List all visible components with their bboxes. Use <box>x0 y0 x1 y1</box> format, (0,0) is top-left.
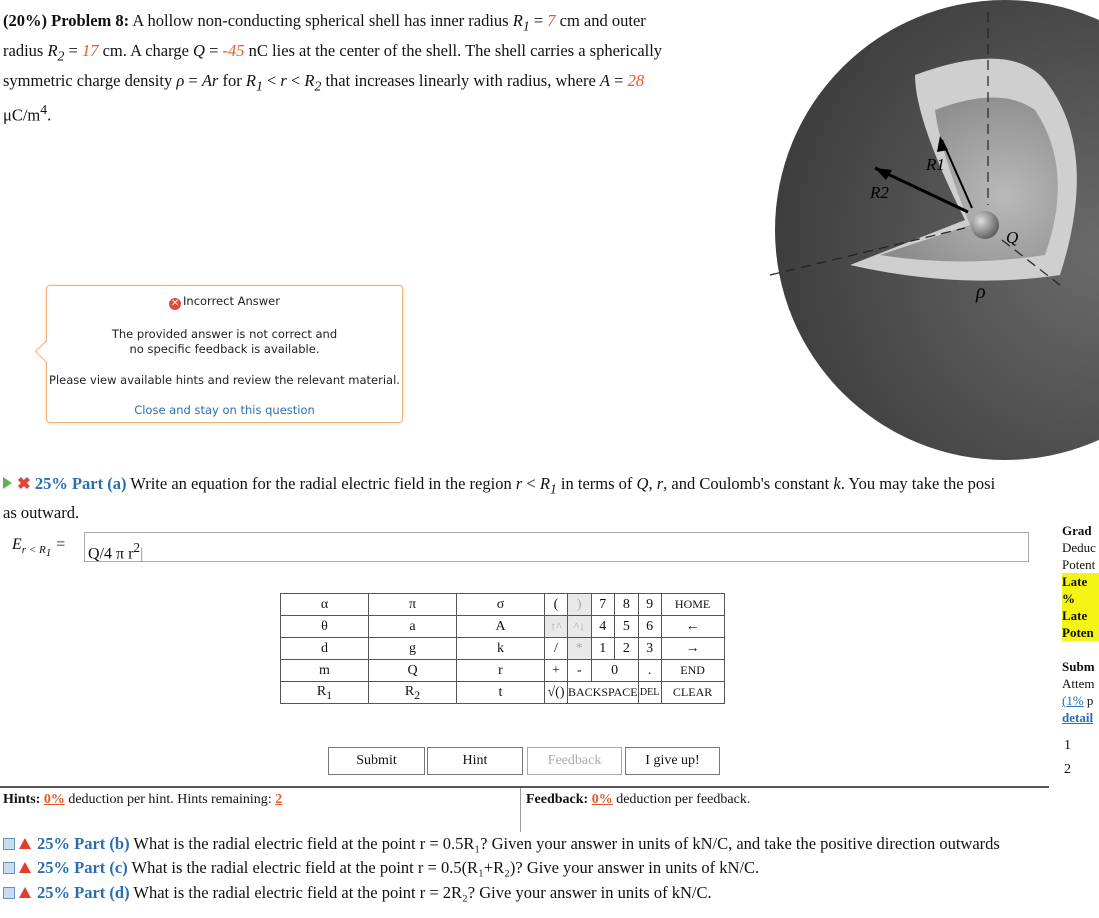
key-dot[interactable]: . <box>638 660 661 682</box>
hints-info <box>3 792 282 808</box>
part-c-label: 25% Part (c) <box>37 858 128 877</box>
part-a-question: ✖ 25% Part (a) Write an equation for the radial electric field in the region $r < R_1$ in terms of Q, r, and Coulomb's constant k. You may take the posi as outward. <box>3 474 996 523</box>
part-a-label: 25% Part (a) <box>34 474 127 493</box>
key-clear[interactable]: CLEAR <box>661 682 724 704</box>
problem-text: for <box>222 70 242 90</box>
feedback-text: deduction per feedback. <box>616 792 751 807</box>
penalty-text: p <box>1086 693 1094 708</box>
deduction-label: Deduc <box>1062 540 1096 555</box>
key-right-arrow[interactable]: → <box>661 638 724 660</box>
potential-label: Poten <box>1062 625 1094 640</box>
key-close-paren[interactable]: ) <box>568 594 592 616</box>
error-icon: ✕ <box>170 298 180 309</box>
hints-pct: 0% <box>43 792 65 807</box>
attempt-item[interactable]: 2 <box>1064 762 1071 777</box>
key-A[interactable]: A <box>457 616 545 638</box>
sphere-figure <box>760 0 1099 465</box>
part-c-text: What is the radial electric field at the point r = 0.5(R₁+R₂)? Give your answer in units of kN/C. <box>131 858 760 877</box>
hint-button[interactable]: Hint <box>427 747 523 775</box>
key-t[interactable]: t <box>457 682 545 704</box>
potential-label: Potent <box>1062 557 1096 572</box>
attempt-item[interactable]: 1 <box>1064 738 1071 753</box>
part-b-label: 25% Part (b) <box>37 834 130 853</box>
key-R1[interactable]: $R_1$ <box>281 682 369 704</box>
part-b-row[interactable] <box>3 832 1099 856</box>
problem-text: symmetric charge density <box>3 70 173 90</box>
r1-value: 7 <box>547 11 556 30</box>
late-pct: % <box>1062 591 1075 606</box>
q-value: -45 <box>222 40 245 60</box>
problem-text: nC lies at the center of the shell. The shell carries a spherically <box>248 40 663 60</box>
question-text: You may take the posi <box>848 474 996 493</box>
submit-button[interactable]: Submit <box>328 747 425 775</box>
key-4[interactable]: 4 <box>591 616 615 638</box>
r2-value: 17 <box>81 40 99 60</box>
expand-icon[interactable] <box>3 887 15 899</box>
key-2[interactable]: 2 <box>615 638 639 660</box>
give-up-button[interactable]: I give up! <box>625 747 720 775</box>
expand-icon[interactable] <box>3 838 15 850</box>
key-up[interactable]: ↑^ <box>545 616 568 638</box>
key-minus[interactable]: - <box>568 660 592 682</box>
close-popup-link[interactable]: Close and stay on this question <box>134 403 315 417</box>
key-6[interactable]: 6 <box>638 616 661 638</box>
feedback-info <box>526 792 750 808</box>
expand-icon[interactable] <box>3 862 15 874</box>
late-label: Late <box>1062 574 1088 589</box>
attempts-label: Attem <box>1062 676 1095 691</box>
problem-text: cm. A charge <box>102 40 189 60</box>
details-link[interactable]: detail <box>1062 710 1094 725</box>
warning-icon <box>19 838 31 849</box>
key-open-paren[interactable]: ( <box>545 594 568 616</box>
key-d[interactable]: d <box>281 638 369 660</box>
problem-statement: (20%) Problem 8: A hollow non-conducting spherical shell has inner radius $R_1 = 7$ cm and outer radius $R_2 = 17$ cm. A charge Q = -45 nC lies at the center of the shell. The shell carries a spherically symmetric charge density ρ = Ar for $R_1 < r < R_2$ that increases linearly with radius, where A = 28 $\mu C/m^4$. <box>3 11 663 125</box>
hints-remaining: 2 <box>275 792 283 807</box>
key-5[interactable]: 5 <box>615 616 639 638</box>
popup-title: Incorrect Answer <box>183 294 280 308</box>
key-home[interactable]: HOME <box>661 594 724 616</box>
key-del[interactable]: DEL <box>638 682 661 704</box>
feedback-pct: 0% <box>591 792 613 807</box>
key-end[interactable]: END <box>661 660 724 682</box>
incorrect-answer-popup <box>46 285 403 423</box>
key-pi[interactable]: π <box>369 594 457 616</box>
warning-icon <box>19 887 31 898</box>
key-k[interactable]: k <box>457 638 545 660</box>
key-a[interactable]: a <box>369 616 457 638</box>
expand-triangle-icon[interactable] <box>3 477 12 489</box>
key-1[interactable]: 1 <box>591 638 615 660</box>
key-m[interactable]: m <box>281 660 369 682</box>
label-r2: R2 <box>870 183 889 202</box>
units-text: μC/m <box>3 105 41 125</box>
key-backspace[interactable]: BACKSPACE <box>568 682 639 704</box>
label-rho: ρ <box>976 281 986 303</box>
feedback-label: Feedback: <box>526 792 589 807</box>
popup-message: The provided answer is not correct and <box>111 327 338 341</box>
key-multiply[interactable]: * <box>568 638 592 660</box>
penalty-link[interactable]: (1% <box>1062 693 1084 708</box>
hints-text: deduction per hint. Hints remaining: <box>68 792 272 807</box>
key-divide[interactable]: / <box>545 638 568 660</box>
key-8[interactable]: 8 <box>615 594 639 616</box>
key-g[interactable]: g <box>369 638 457 660</box>
key-R2[interactable]: $R_2$ <box>369 682 457 704</box>
warning-icon <box>19 862 31 873</box>
popup-hint-message: Please view available hints and review the relevant material. <box>49 373 400 387</box>
key-3[interactable]: 3 <box>638 638 661 660</box>
key-left-arrow[interactable]: ← <box>661 616 724 638</box>
part-b-text: What is the radial electric field at the point r = 0.5R₁? Given your answer in units of kN/C, and take the positive direction outwards <box>133 834 1000 853</box>
answer-label: $E_{r < R_1}$ = <box>12 536 67 560</box>
question-text: Write an equation for the radial electric field in the region <box>130 474 512 493</box>
label-r1: R1 <box>926 155 945 174</box>
grade-label: Grad <box>1062 523 1092 538</box>
key-0[interactable]: 0 <box>591 660 638 682</box>
submissions-label: Subm <box>1062 659 1095 674</box>
key-theta[interactable]: θ <box>281 616 369 638</box>
problem-text: that increases linearly with radius, where <box>325 70 596 90</box>
problem-text: A hollow non-conducting spherical shell has inner radius <box>132 11 509 30</box>
problem-text: radius <box>3 40 44 60</box>
key-9[interactable]: 9 <box>638 594 661 616</box>
key-alpha[interactable]: α <box>281 594 369 616</box>
problem-text: cm and outer <box>559 11 646 30</box>
center-charge <box>971 211 999 239</box>
part-d-label: 25% Part (d) <box>37 883 130 902</box>
math-keypad <box>280 593 725 704</box>
question-text: as outward. <box>3 503 80 523</box>
answer-input[interactable]: Q/4 π $r^2|$ <box>84 532 1029 562</box>
popup-message: no specific feedback is available. <box>129 342 320 356</box>
key-r[interactable]: r <box>457 660 545 682</box>
key-7[interactable]: 7 <box>591 594 615 616</box>
a-value: 28 <box>627 70 645 90</box>
problem-header: (20%) Problem 8: <box>3 11 130 30</box>
key-Q[interactable]: Q <box>369 660 457 682</box>
question-text: in terms of <box>560 474 633 493</box>
incorrect-x-icon: ✖ <box>17 474 31 493</box>
key-down[interactable]: ^↓ <box>568 616 592 638</box>
attempt-list <box>1064 734 1071 782</box>
key-plus[interactable]: + <box>545 660 568 682</box>
late-label: Late <box>1062 608 1088 623</box>
key-sqrt[interactable]: √() <box>545 682 568 704</box>
part-c-row[interactable] <box>3 856 1099 880</box>
key-sigma[interactable]: σ <box>457 594 545 616</box>
part-d-text: What is the radial electric field at the point r = 2R₂? Give your answer in units of kN/C. <box>133 883 712 902</box>
feedback-button[interactable]: Feedback <box>527 747 622 775</box>
hints-feedback-bar <box>0 786 1049 832</box>
part-d-row[interactable] <box>3 881 1099 905</box>
label-q: Q <box>1006 228 1019 247</box>
grade-summary <box>1062 522 1099 726</box>
answer-value: Q/4 π r <box>88 545 134 563</box>
question-text: and Coulomb's constant <box>671 474 830 493</box>
hints-label: Hints: <box>3 792 41 807</box>
